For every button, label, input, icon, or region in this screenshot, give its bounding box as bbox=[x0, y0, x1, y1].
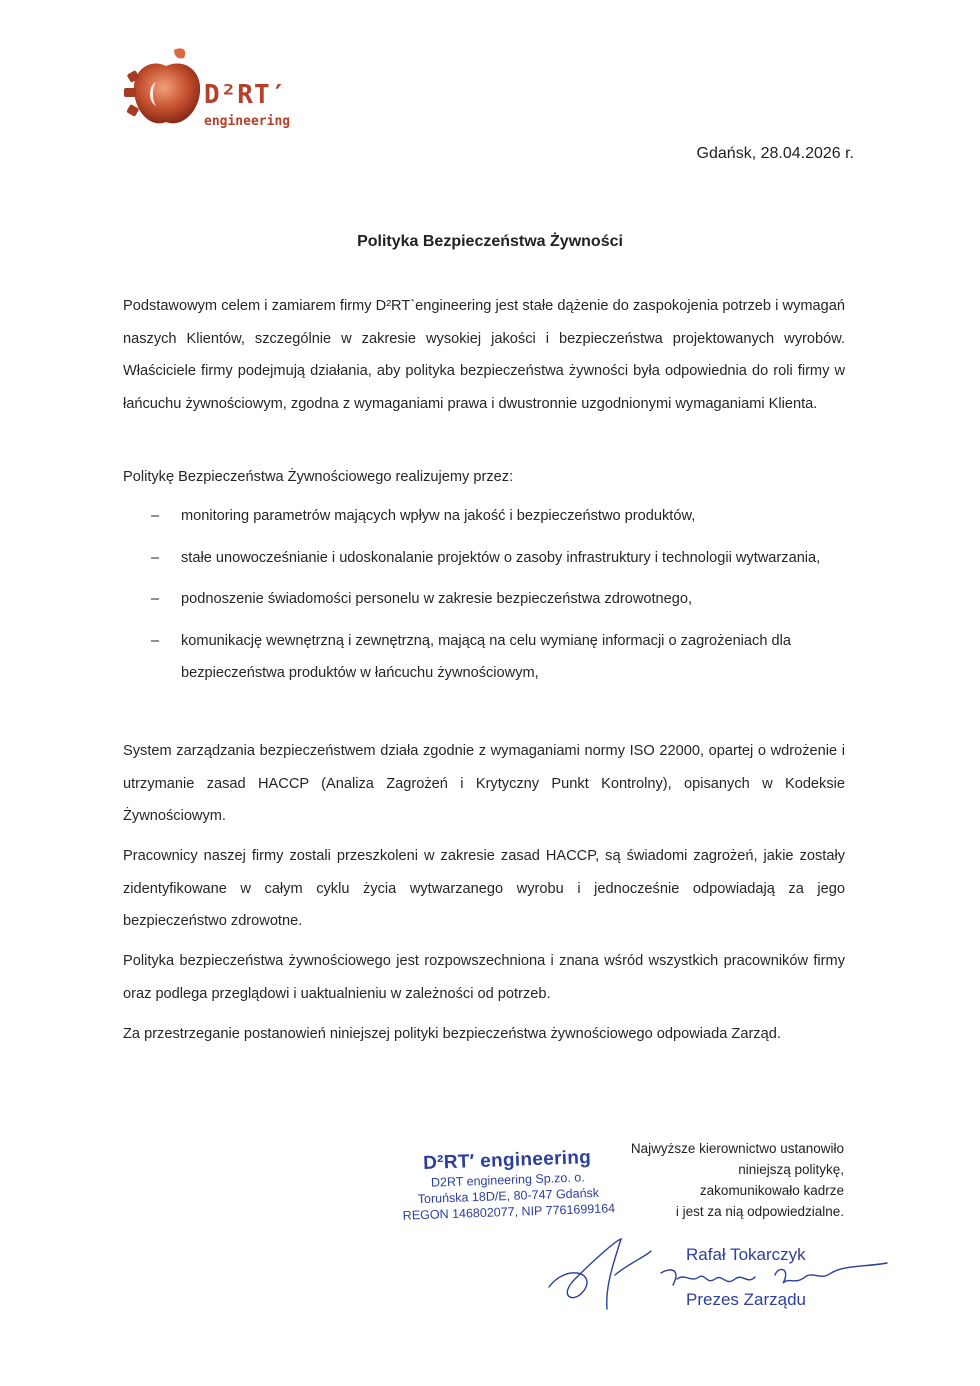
bullet-dash: – bbox=[151, 632, 160, 649]
paragraph-distribution: Polityka bezpieczeństwa żywnościowego jest rozpowszechniona i znana wśród wszystkich pracowników firmy oraz podlega przeglądowi i uaktualnieniu w zależności od potrzeb. bbox=[123, 953, 845, 1002]
bullet-dash: – bbox=[151, 508, 160, 524]
bullet-dash: – bbox=[151, 549, 160, 566]
paragraph-employees: Pracownicy naszej firmy zostali przeszkoleni w zakresie zasad HACCP, są świadomi zagrożeń, jakie zostały zidentyfikowane w całym cyklu życia wytwarzanego wyrobu i jednocześnie odpowiadają za jego bezpieczeństwo zdrowotne. bbox=[123, 848, 845, 930]
management-statement: Najwyższe kierownictwo ustanowiło niniejszą politykę, zakomunikowało kadrze i jest za nią odpowiedzialne. bbox=[630, 1141, 844, 1219]
paragraph-intro: Podstawowym celem i zamiarem firmy D²RT`engineering jest stałe dążenie do zaspokojenia potrzeb i wymagań naszych Klientów, szczególnie w zakresie wysokiej jakości i bezpieczeństwa projektowanych wyrobów. Właściciele firmy podejmują działania, aby polityka bezpieczeństwa żywności była odpowiednia do roli firmy w łańcuchu żywnościowym, zgodna z wymaganiami prawa i dwustronnie uzgodnionymi wymaganiami Klienta. bbox=[123, 298, 845, 412]
stamp-title: D²RT′ engineering bbox=[422, 1147, 592, 1174]
stamp-company: D2RT engineering Sp.zo. o. bbox=[430, 1170, 585, 1190]
apple-gear-icon bbox=[122, 44, 212, 134]
list-item: – stałe unowocześnianie i udoskonalanie projektów o zasoby infrastruktury i technologii wytwarzania, bbox=[123, 542, 845, 575]
paragraph-responsibility: Za przestrzeganie postanowień niniejszej polityki bezpieczeństwa żywnościowego odpowiada Zarząd. bbox=[123, 1026, 781, 1042]
stamp-address: Toruńska 18D/E, 80-747 Gdańsk bbox=[417, 1185, 600, 1207]
bullet-dash: – bbox=[151, 591, 160, 608]
logo-subtitle: engineering bbox=[204, 114, 291, 129]
signatory-name: Rafał Tokarczyk bbox=[686, 1245, 806, 1264]
logo-wordmark: D²RT′ bbox=[204, 80, 288, 110]
paragraph-realization: Politykę Bezpieczeństwa Żywnościowego realizujemy przez: bbox=[123, 469, 514, 485]
list-item: – podnoszenie świadomości personelu w zakresie bezpieczeństwa zdrowotnego, bbox=[123, 583, 845, 616]
document-date: Gdańsk, 28.04.2026 r. bbox=[696, 145, 854, 162]
stamp-registry: REGON 146802077, NIP 7761699164 bbox=[402, 1201, 616, 1223]
list-item: – monitoring parametrów mających wpływ na jakość i bezpieczeństwo produktów, bbox=[123, 500, 845, 533]
signature-scribble-icon bbox=[545, 1235, 655, 1315]
policy-measures-list bbox=[123, 500, 845, 699]
paragraph-system: System zarządzania bezpieczeństwem działa zgodnie z wymaganiami normy ISO 22000, opartej o wdrożenie i utrzymanie zasad HACCP (Analiza Zagrożeń i Krytyczny Punkt Kontrolny), opisanych w Kodeksie Żywnościowym. bbox=[123, 743, 845, 825]
document-title: Polityka Bezpieczeństwa Żywności bbox=[357, 233, 623, 250]
signatory-role: Prezes Zarządu bbox=[686, 1290, 806, 1309]
list-item: – komunikację wewnętrzną i zewnętrzną, mającą na celu wymianę informacji o zagrożeniach dla bezpieczeństwa produktów w łańcuchu żywnościowym, bbox=[123, 625, 845, 690]
